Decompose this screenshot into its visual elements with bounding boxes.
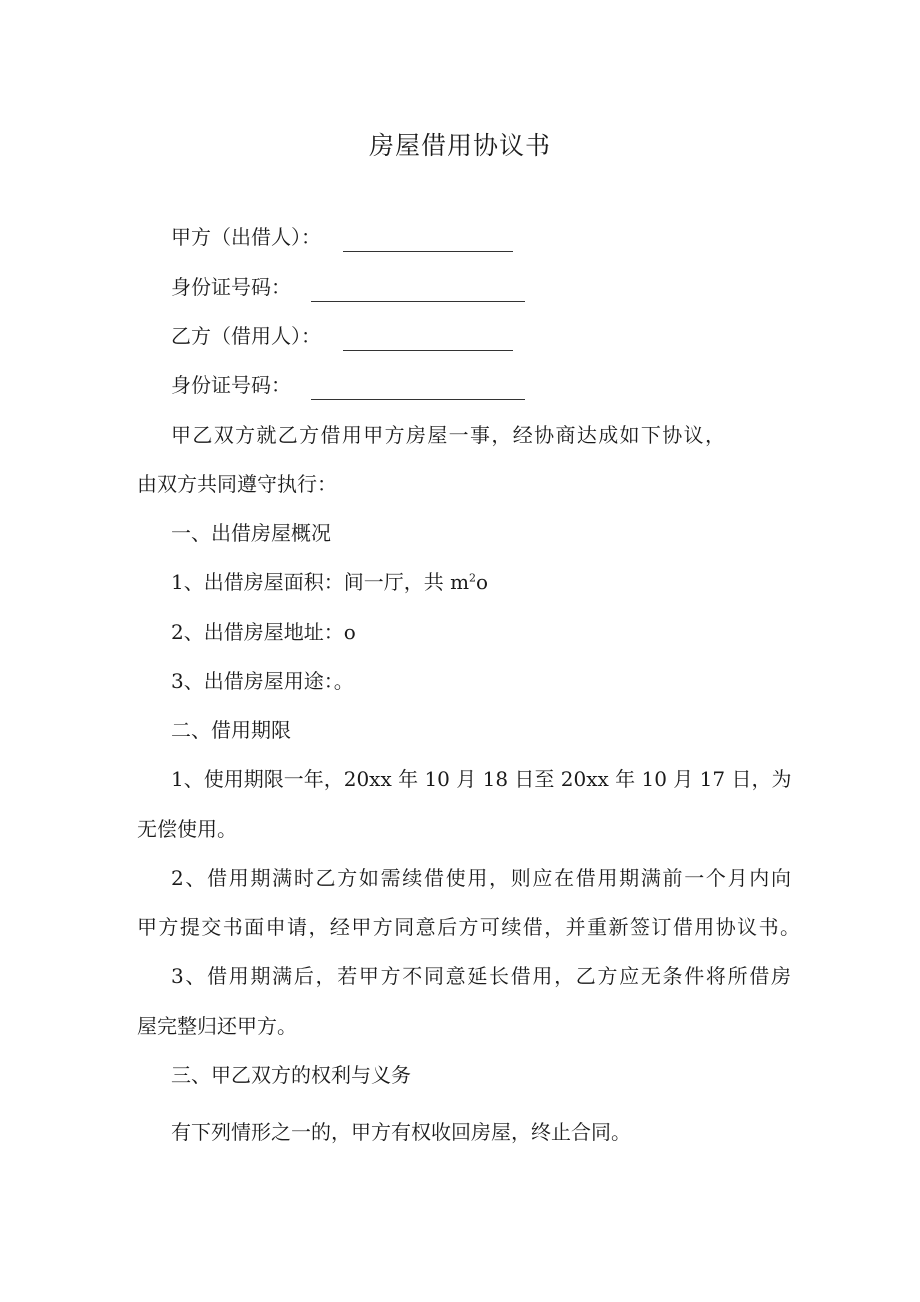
party-b-label: 乙方（借用人）： <box>171 324 321 348</box>
party-a-blank[interactable] <box>343 231 513 252</box>
item-1-1 <box>171 567 488 597</box>
item-2-2-line-1: 2、借用期满时乙方如需续借使用，则应在借用期满前一个月内向 <box>171 866 791 890</box>
item-1-3: 3、出借房屋用途：。 <box>171 669 354 693</box>
section-1-heading: 一、出借房屋概况 <box>171 521 331 545</box>
section-2-heading: 二、借用期限 <box>171 718 291 742</box>
party-b-id-label: 身份证号码： <box>171 373 291 397</box>
item-2-3-line-1: 3、借用期满后，若甲方不同意延长借用，乙方应无条件将所借房 <box>171 964 791 988</box>
party-b-blank[interactable] <box>343 330 513 351</box>
party-a-row <box>171 222 513 252</box>
section-3-heading: 三、甲乙双方的权利与义务 <box>171 1063 411 1087</box>
party-b-id-row <box>171 370 525 400</box>
party-a-id-label: 身份证号码： <box>171 275 291 299</box>
party-a-id-blank[interactable] <box>311 281 525 302</box>
item-1-2: 2、出借房屋地址：o <box>171 620 356 644</box>
item-2-1-line-2: 无偿使用。 <box>137 817 237 841</box>
intro-line-2: 由双方共同遵守执行： <box>137 472 337 496</box>
item-1-1-text: 1、出借房屋面积：间一厅，共 m <box>171 570 470 594</box>
section-3-line-1: 有下列情形之一的，甲方有权收回房屋，终止合同。 <box>171 1120 631 1144</box>
item-1-1-superscript: 2 <box>469 571 477 585</box>
item-1-1-suffix: o <box>476 570 489 594</box>
party-a-label: 甲方（出借人）： <box>171 225 321 249</box>
party-b-id-blank[interactable] <box>311 379 525 400</box>
party-a-id-row <box>171 272 525 302</box>
document-title: 房屋借用协议书 <box>368 131 551 160</box>
party-b-row <box>171 321 513 351</box>
item-2-2-line-2: 甲方提交书面申请，经甲方同意后方可续借，并重新签订借用协议书。 <box>137 915 800 939</box>
item-2-3-line-2: 屋完整归还甲方。 <box>137 1014 297 1038</box>
intro-line-1: 甲乙双方就乙方借用甲方房屋一事，经协商达成如下协议， <box>171 423 725 447</box>
item-2-1-line-1: 1、使用期限一年，20xx 年 10 月 18 日至 20xx 年 10 月 17 日，为 <box>171 767 792 791</box>
